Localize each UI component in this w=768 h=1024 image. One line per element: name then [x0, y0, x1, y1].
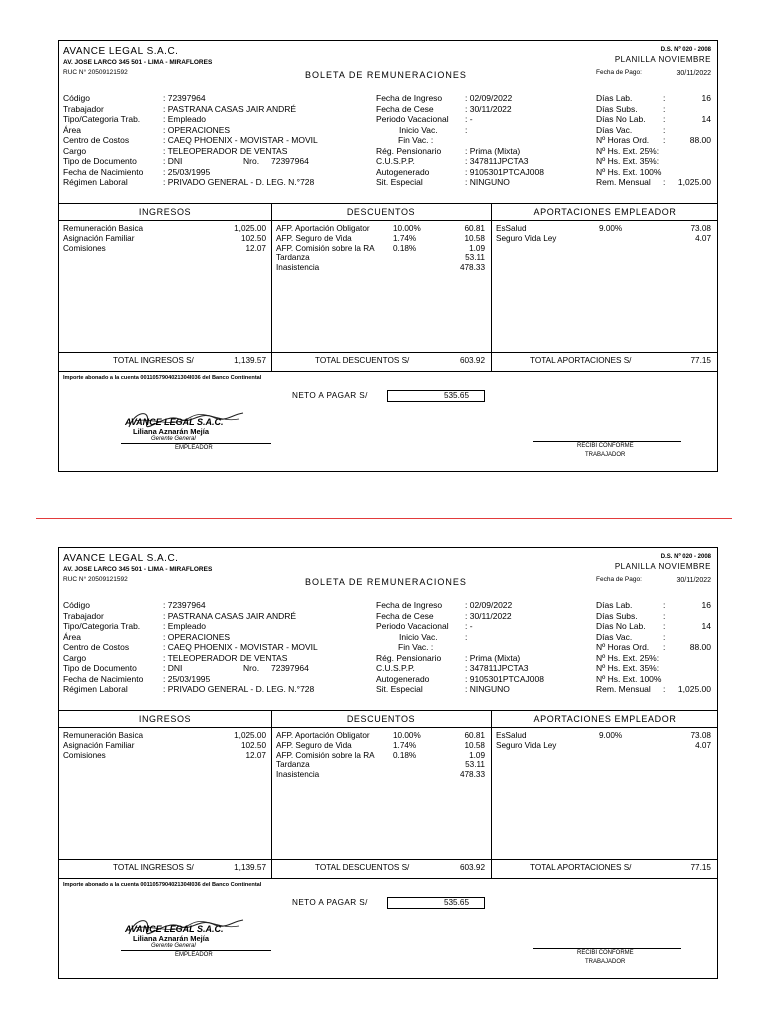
- ingreso-amount: 1,025.00: [234, 224, 266, 233]
- descuento-pct: 10.00%: [393, 224, 421, 233]
- col-divider-2: [491, 710, 492, 878]
- date-field-value: : 30/11/2022: [465, 610, 512, 621]
- company-name: AVANCE LEGAL S.A.C.: [63, 46, 179, 57]
- total-aportaciones-label: TOTAL APORTACIONES S/: [530, 356, 632, 365]
- aportacion-label: EsSalud: [496, 224, 527, 233]
- days-field-value: 16: [701, 93, 711, 103]
- totals-bottom-line: [59, 878, 717, 879]
- total-aportaciones: 77.15: [690, 356, 711, 365]
- days-field-colon: :: [663, 600, 666, 610]
- company-ruc: RUC N° 20509121592: [63, 576, 128, 583]
- descuento-pct: 0.18%: [393, 750, 417, 760]
- date-field-label: Fecha de Cese: [376, 103, 434, 114]
- worker-field-label: Cargo: [63, 652, 87, 663]
- total-aportaciones: 77.15: [690, 863, 711, 872]
- worker-field-label: Tipo de Documento: [63, 663, 137, 673]
- payslip: [58, 547, 718, 979]
- worker-field-label: Centro de Costos: [63, 642, 130, 652]
- stamp-name: Liliana Aznarán Mejía: [133, 427, 209, 436]
- days-field-value: 1,025.00: [677, 177, 711, 187]
- total-descuentos-label: TOTAL DESCUENTOS S/: [315, 863, 410, 872]
- days-field-colon: :: [663, 621, 666, 631]
- date-field-value: : 9105301PTCAJ008: [465, 673, 544, 684]
- bank-deposit-note: Importe abonado a la cuenta 0011057904021304I036 del Banco Continental: [63, 375, 262, 381]
- stamp-company: AVANCE LEGAL S.A.C.: [125, 417, 224, 427]
- descuento-pct: 10.00%: [393, 731, 421, 740]
- date-field-value: : 9105301PTCAJ008: [465, 166, 544, 177]
- descuento-label: Tardanza: [276, 253, 310, 263]
- date-field-value: : NINGUNO: [465, 684, 510, 694]
- received-label: RECIBI CONFORME: [577, 443, 634, 449]
- days-field-label: Nº Horas Ord.: [596, 135, 650, 145]
- slip-title: BOLETA DE REMUNERACIONES: [305, 70, 467, 80]
- totals-top-line: [59, 352, 717, 353]
- days-field-colon: :: [663, 177, 666, 187]
- aportacion-label: Seguro Vida Ley: [496, 233, 557, 243]
- worker-field-label: Cargo: [63, 145, 87, 156]
- col-divider-1: [271, 710, 272, 878]
- aportacion-label: EsSalud: [496, 731, 527, 740]
- total-aportaciones-label: TOTAL APORTACIONES S/: [530, 863, 632, 872]
- descuentos-header: DESCUENTOS: [346, 207, 416, 217]
- worker-field-label: Trabajador: [63, 610, 104, 621]
- worker-field-label: Código: [63, 600, 90, 610]
- descuento-label: AFP. Comisión sobre la RA: [276, 750, 375, 760]
- net-pay-label: NETO A PAGAR S/: [292, 391, 368, 400]
- doc-number-label: Nro.: [243, 663, 260, 673]
- worker-field-value: : DNI: [163, 156, 183, 166]
- worker-field-label: Área: [63, 631, 81, 642]
- worker-field-value: : 72397964: [163, 600, 206, 610]
- page-divider-line: [36, 518, 732, 519]
- doc-number-label: Nro.: [243, 156, 260, 166]
- net-pay-amount: 535.65: [443, 391, 469, 400]
- net-pay-label: NETO A PAGAR S/: [292, 898, 368, 907]
- date-field-label: Autogenerado: [376, 166, 430, 177]
- days-field-label: Días No Lab.: [596, 621, 646, 631]
- date-field-value: : Prima (Mixta): [465, 145, 521, 156]
- days-field-label: Nº Hs. Ext. 100%: [596, 673, 662, 684]
- descuento-pct: 1.74%: [393, 740, 417, 750]
- aportacion-amount: 4.07: [695, 233, 711, 243]
- slip-title: BOLETA DE REMUNERACIONES: [305, 577, 467, 587]
- worker-field-value: : OPERACIONES: [163, 124, 231, 135]
- date-field-value: : -: [465, 114, 473, 124]
- decree-number: D.S. Nº 020 - 2008: [660, 47, 711, 53]
- worker-field-value: : TELEOPERADOR DE VENTAS: [163, 145, 288, 156]
- company-address: AV. JOSE LARCO 345 501 - LIMA - MIRAFLORES: [63, 59, 213, 66]
- date-field-label: Inicio Vac.: [399, 631, 438, 642]
- descuento-pct: 1.74%: [393, 233, 417, 243]
- company-address: AV. JOSE LARCO 345 501 - LIMA - MIRAFLORES: [63, 566, 213, 573]
- worker-label: TRABAJADOR: [585, 959, 626, 965]
- date-field-label: C.U.S.P.P.: [376, 663, 415, 673]
- worker-field-value: : Empleado: [163, 114, 206, 124]
- worker-field-label: Fecha de Nacimiento: [63, 166, 144, 177]
- ingreso-label: Comisiones: [63, 750, 106, 760]
- net-pay-box: [387, 897, 485, 909]
- descuento-amount: 478.33: [459, 770, 485, 780]
- days-field-value: 1,025.00: [677, 684, 711, 694]
- payslip: [58, 40, 718, 472]
- days-field-label: Días Subs.: [596, 610, 638, 621]
- stamp-role: Gerente General: [151, 943, 196, 949]
- days-field-label: Nº Hs. Ext. 100%: [596, 166, 662, 177]
- employer-label: EMPLEADOR: [175, 445, 213, 451]
- ingreso-label: Asignación Familiar: [63, 233, 135, 243]
- worker-field-value: : PASTRANA CASAS JAIR ANDRÉ: [163, 103, 297, 114]
- worker-sign-line: [533, 948, 681, 949]
- descuento-amount: 60.81: [464, 731, 485, 740]
- days-field-value: 88.00: [689, 642, 711, 652]
- date-field-value: : 347811JPCTA3: [465, 156, 529, 166]
- date-field-label: Fecha de Cese: [376, 610, 434, 621]
- total-ingresos: 1,139.57: [234, 863, 266, 872]
- table-top-line: [59, 203, 717, 204]
- total-descuentos-label: TOTAL DESCUENTOS S/: [315, 356, 410, 365]
- worker-field-label: Fecha de Nacimiento: [63, 673, 144, 684]
- worker-field-label: Área: [63, 124, 81, 135]
- stamp-company: AVANCE LEGAL S.A.C.: [125, 924, 224, 934]
- worker-field-label: Trabajador: [63, 103, 104, 114]
- ingreso-amount: 12.07: [245, 243, 266, 253]
- descuento-pct: 0.18%: [393, 243, 417, 253]
- date-field-label: Inicio Vac.: [399, 124, 438, 135]
- worker-field-value: : 25/03/1995: [163, 673, 211, 684]
- date-field-label: Fin Vac. :: [398, 135, 434, 145]
- descuento-label: AFP. Comisión sobre la RA: [276, 243, 375, 253]
- days-field-label: Días Lab.: [596, 600, 633, 610]
- company-ruc: RUC N° 20509121592: [63, 69, 128, 76]
- employer-label: EMPLEADOR: [175, 952, 213, 958]
- date-field-value: : 347811JPCTA3: [465, 663, 529, 673]
- table-header-line: [59, 220, 717, 221]
- days-field-label: Días No Lab.: [596, 114, 646, 124]
- descuento-label: Inasistencia: [276, 770, 320, 780]
- descuento-amount: 1.09: [469, 750, 485, 760]
- payroll-period: PLANILLA NOVIEMBRE: [614, 562, 711, 571]
- date-field-label: Sit. Especial: [376, 684, 423, 694]
- worker-field-label: Régimen Laboral: [63, 177, 128, 187]
- worker-field-value: : PASTRANA CASAS JAIR ANDRÉ: [163, 610, 297, 621]
- descuento-amount: 53.11: [465, 253, 485, 263]
- net-pay-amount: 535.65: [443, 898, 469, 907]
- date-field-label: Rég. Pensionario: [376, 652, 442, 663]
- payment-date: 30/11/2022: [676, 577, 711, 584]
- days-field-colon: :: [663, 631, 666, 642]
- payment-date-label: Fecha de Pago:: [596, 576, 642, 583]
- worker-sign-line: [533, 441, 681, 442]
- ingresos-header: INGRESOS: [138, 207, 192, 217]
- worker-field-label: Tipo/Categoria Trab.: [63, 621, 141, 631]
- descuento-label: AFP. Aportación Obligator: [276, 224, 370, 233]
- descuento-amount: 1.09: [469, 243, 485, 253]
- aportaciones-header: APORTACIONES EMPLEADOR: [533, 207, 677, 217]
- total-ingresos: 1,139.57: [234, 356, 266, 365]
- aportacion-amount: 4.07: [695, 740, 711, 750]
- descuento-label: Tardanza: [276, 760, 310, 770]
- date-field-value: : 02/09/2022: [465, 600, 513, 610]
- employer-sign-line: [121, 950, 271, 951]
- worker-field-value: : DNI: [163, 663, 183, 673]
- received-label: RECIBI CONFORME: [577, 950, 634, 956]
- date-field-value: :: [465, 124, 468, 135]
- descuento-amount: 53.11: [465, 760, 485, 770]
- bank-deposit-note: Importe abonado a la cuenta 0011057904021304I036 del Banco Continental: [63, 882, 262, 888]
- descuento-amount: 60.81: [464, 224, 485, 233]
- date-field-value: : 02/09/2022: [465, 93, 513, 103]
- days-field-label: Días Vac.: [596, 631, 633, 642]
- days-field-colon: :: [663, 135, 666, 145]
- payment-date: 30/11/2022: [676, 70, 711, 77]
- stamp-name: Liliana Aznarán Mejía: [133, 934, 209, 943]
- aportacion-label: Seguro Vida Ley: [496, 740, 557, 750]
- days-field-label: Nº Hs. Ext. 25%:: [596, 652, 660, 663]
- days-field-value: 16: [701, 600, 711, 610]
- table-header-line: [59, 727, 717, 728]
- days-field-label: Nº Hs. Ext. 25%:: [596, 145, 660, 156]
- worker-field-value: : CAEQ PHOENIX - MOVISTAR - MOVIL: [163, 135, 318, 145]
- descuento-label: AFP. Seguro de Vida: [276, 740, 352, 750]
- worker-field-value: : Empleado: [163, 621, 206, 631]
- doc-number-value: 72397964: [271, 156, 309, 166]
- days-field-label: Rem. Mensual: [596, 684, 651, 694]
- date-field-label: Fecha de Ingreso: [376, 600, 443, 610]
- date-field-value: : Prima (Mixta): [465, 652, 521, 663]
- date-field-label: Autogenerado: [376, 673, 430, 684]
- ingreso-label: Remuneración Basica: [63, 731, 144, 740]
- doc-number-value: 72397964: [271, 663, 309, 673]
- days-field-label: Rem. Mensual: [596, 177, 651, 187]
- aportaciones-header: APORTACIONES EMPLEADOR: [533, 714, 677, 724]
- ingreso-amount: 102.50: [240, 233, 266, 243]
- col-divider-2: [491, 203, 492, 371]
- days-field-colon: :: [663, 610, 666, 621]
- days-field-label: Nº Horas Ord.: [596, 642, 650, 652]
- days-field-colon: :: [663, 114, 666, 124]
- payroll-period: PLANILLA NOVIEMBRE: [614, 55, 711, 64]
- date-field-value: :: [465, 631, 468, 642]
- ingreso-label: Asignación Familiar: [63, 740, 135, 750]
- worker-field-value: : CAEQ PHOENIX - MOVISTAR - MOVIL: [163, 642, 318, 652]
- totals-bottom-line: [59, 371, 717, 372]
- aportacion-pct: 9.00%: [599, 224, 623, 233]
- days-field-colon: :: [663, 103, 666, 114]
- descuento-amount: 10.58: [464, 740, 485, 750]
- worker-field-label: Tipo de Documento: [63, 156, 137, 166]
- days-field-label: Nº Hs. Ext. 35%:: [596, 156, 660, 166]
- company-name: AVANCE LEGAL S.A.C.: [63, 553, 179, 564]
- descuento-label: AFP. Seguro de Vida: [276, 233, 352, 243]
- date-field-label: Sit. Especial: [376, 177, 423, 187]
- ingreso-amount: 102.50: [240, 740, 266, 750]
- ingresos-header: INGRESOS: [138, 714, 192, 724]
- worker-field-label: Tipo/Categoria Trab.: [63, 114, 141, 124]
- date-field-label: Periodo Vacacional: [376, 621, 449, 631]
- totals-top-line: [59, 859, 717, 860]
- descuento-amount: 478.33: [459, 263, 485, 273]
- worker-field-value: : PRIVADO GENERAL - D. LEG. N.°728: [163, 684, 315, 694]
- date-field-value: : 30/11/2022: [465, 103, 512, 114]
- days-field-label: Días Subs.: [596, 103, 638, 114]
- date-field-value: : NINGUNO: [465, 177, 510, 187]
- net-pay-box: [387, 390, 485, 402]
- worker-field-value: : 72397964: [163, 93, 206, 103]
- descuento-amount: 10.58: [464, 233, 485, 243]
- worker-field-value: : OPERACIONES: [163, 631, 231, 642]
- date-field-label: C.U.S.P.P.: [376, 156, 415, 166]
- days-field-label: Nº Hs. Ext. 35%:: [596, 663, 660, 673]
- days-field-value: 14: [701, 114, 711, 124]
- date-field-label: Rég. Pensionario: [376, 145, 442, 156]
- total-descuentos: 603.92: [459, 863, 485, 872]
- descuento-label: AFP. Aportación Obligator: [276, 731, 370, 740]
- days-field-label: Días Vac.: [596, 124, 633, 135]
- employer-sign-line: [121, 443, 271, 444]
- worker-field-label: Código: [63, 93, 90, 103]
- days-field-colon: :: [663, 684, 666, 694]
- worker-field-label: Régimen Laboral: [63, 684, 128, 694]
- date-field-value: : -: [465, 621, 473, 631]
- ingreso-label: Remuneración Basica: [63, 224, 144, 233]
- ingreso-label: Comisiones: [63, 243, 106, 253]
- payment-date-label: Fecha de Pago:: [596, 69, 642, 76]
- table-top-line: [59, 710, 717, 711]
- days-field-colon: :: [663, 124, 666, 135]
- days-field-colon: :: [663, 93, 666, 103]
- worker-label: TRABAJADOR: [585, 452, 626, 458]
- days-field-label: Días Lab.: [596, 93, 633, 103]
- days-field-colon: :: [663, 642, 666, 652]
- date-field-label: Periodo Vacacional: [376, 114, 449, 124]
- ingreso-amount: 1,025.00: [234, 731, 266, 740]
- date-field-label: Fin Vac. :: [398, 642, 434, 652]
- aportacion-amount: 73.08: [690, 731, 711, 740]
- descuentos-header: DESCUENTOS: [346, 714, 416, 724]
- worker-field-value: : TELEOPERADOR DE VENTAS: [163, 652, 288, 663]
- worker-field-label: Centro de Costos: [63, 135, 130, 145]
- descuento-label: Inasistencia: [276, 263, 320, 273]
- date-field-label: Fecha de Ingreso: [376, 93, 443, 103]
- total-descuentos: 603.92: [459, 356, 485, 365]
- worker-field-value: : PRIVADO GENERAL - D. LEG. N.°728: [163, 177, 315, 187]
- worker-field-value: : 25/03/1995: [163, 166, 211, 177]
- total-ingresos-label: TOTAL INGRESOS S/: [113, 863, 194, 872]
- decree-number: D.S. Nº 020 - 2008: [660, 554, 711, 560]
- days-field-value: 14: [701, 621, 711, 631]
- col-divider-1: [271, 203, 272, 371]
- days-field-value: 88.00: [689, 135, 711, 145]
- total-ingresos-label: TOTAL INGRESOS S/: [113, 356, 194, 365]
- aportacion-amount: 73.08: [690, 224, 711, 233]
- ingreso-amount: 12.07: [245, 750, 266, 760]
- aportacion-pct: 9.00%: [599, 731, 623, 740]
- stamp-role: Gerente General: [151, 436, 196, 442]
